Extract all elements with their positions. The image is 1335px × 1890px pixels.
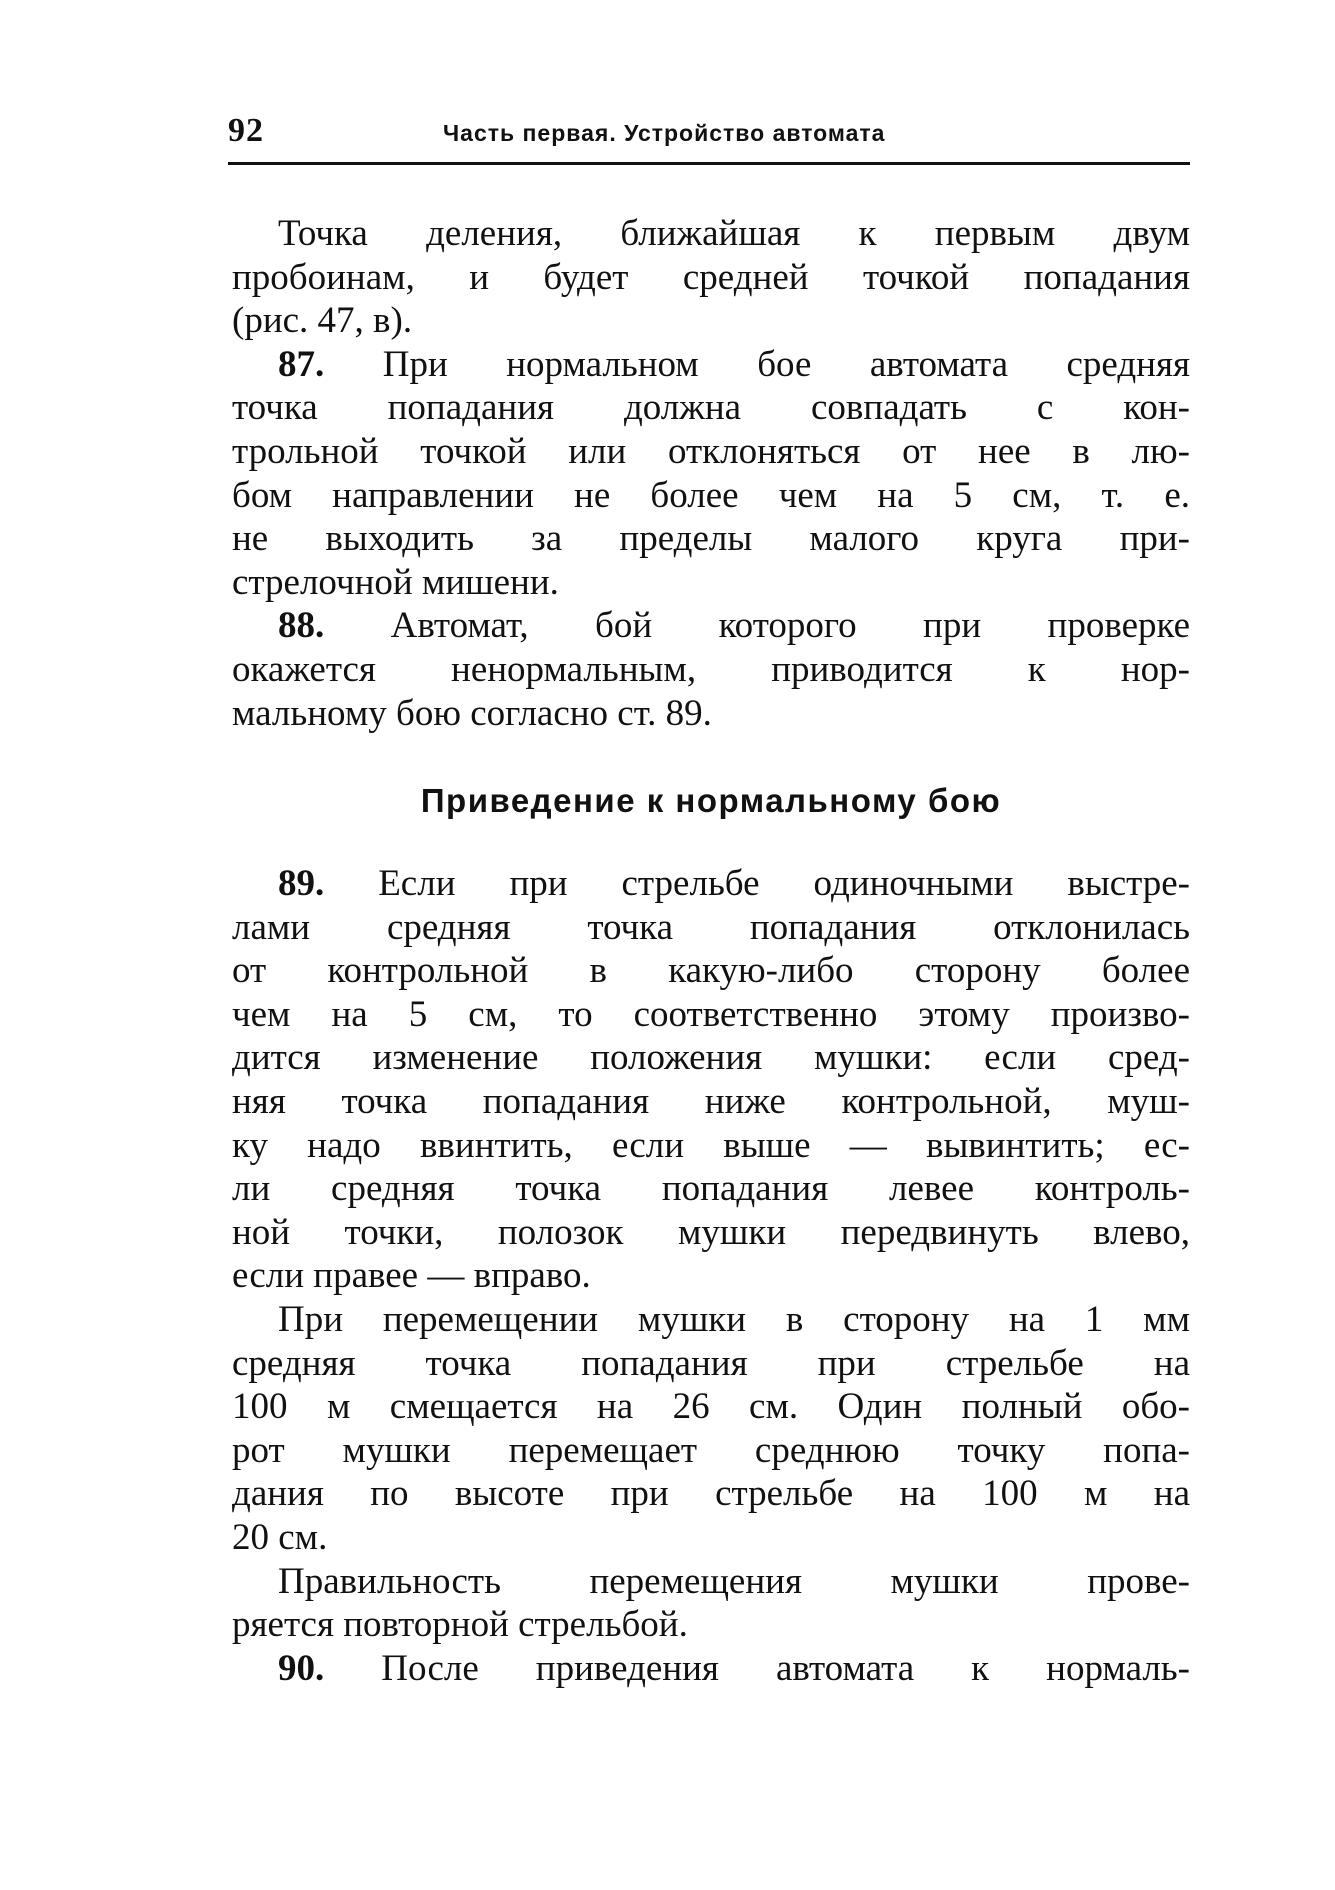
line-text: стрелочной мишени. [232, 561, 559, 603]
line-text: чем на 5 см, то соответственно этому произво- [232, 993, 1190, 1035]
section-heading: Приведение к нормальному бою [420, 782, 1002, 819]
text-line [232, 1080, 1190, 1124]
line-text: лами средняя точка попадания отклонилась [232, 906, 1190, 948]
line-text: ку надо ввинтить, если выше — вывинтить; ес- [232, 1124, 1190, 1166]
line-text: При нормальном бое автомата средняя [324, 343, 1190, 385]
text-line [232, 1603, 1190, 1647]
line-text: Точка деления, ближайшая к первым двум [278, 213, 1190, 254]
text-line [232, 1560, 1190, 1604]
running-title: Часть первая. Устройство автомата [443, 120, 886, 146]
text-line [232, 862, 1190, 906]
line-text: Автомат, бой которого при проверке [324, 605, 1190, 647]
line-text: ной точки, полозок мушки передвинуть влево, [232, 1211, 1190, 1253]
text-line [232, 1647, 1190, 1691]
text-line [232, 604, 1190, 648]
page-number: 92 [228, 112, 264, 149]
line-text: Правильность перемещения мушки прове- [278, 1560, 1190, 1602]
line-text: дится изменение положения мушки: если сред- [232, 1037, 1190, 1079]
paragraph-number: 87. [278, 343, 325, 385]
text-line [232, 1036, 1190, 1080]
text-line [232, 906, 1190, 950]
line-text: точка попадания должна совпадать с кон- [232, 387, 1190, 429]
text-line [232, 1516, 1190, 1560]
text-block-2 [232, 862, 1190, 1690]
header-rule [228, 162, 1190, 165]
text-block-1 [232, 212, 1190, 735]
line-text: няя точка попадания ниже контрольной, муш- [232, 1080, 1190, 1122]
paragraph-number: 89. [278, 863, 325, 904]
line-text: (рис. 47, в). [232, 300, 413, 342]
text-line [232, 561, 1190, 605]
text-line [232, 1124, 1190, 1168]
text-line [232, 1385, 1190, 1429]
line-text: рот мушки перемещает среднюю точку попа- [232, 1429, 1190, 1471]
text-line [232, 648, 1190, 692]
text-line [232, 299, 1190, 343]
running-head [228, 112, 1190, 160]
line-text: ряется повторной стрельбой. [232, 1604, 688, 1646]
text-line [232, 517, 1190, 561]
line-text: пробоинам, и будет средней точкой попадания [232, 256, 1190, 298]
text-line [232, 1254, 1190, 1298]
line-text: не выходить за пределы малого круга при- [232, 518, 1190, 560]
line-text: При перемещении мушки в сторону на 1 мм [278, 1298, 1190, 1340]
text-line [232, 474, 1190, 518]
text-line [232, 692, 1190, 736]
text-line [232, 993, 1190, 1037]
line-text: 100 м смещается на 26 см. Один полный обо- [232, 1386, 1190, 1428]
text-line [232, 1472, 1190, 1516]
line-text: мальному бою согласно ст. 89. [232, 692, 712, 734]
line-text: ли средняя точка попадания левее контроль- [232, 1168, 1190, 1210]
text-line [232, 343, 1190, 387]
line-text: 20 см. [232, 1516, 328, 1558]
text-line [232, 1167, 1190, 1211]
line-text: от контрольной в какую-либо сторону более [232, 950, 1190, 992]
line-text: трольной точкой или отклоняться от нее в лю- [232, 430, 1190, 472]
text-line [232, 430, 1190, 474]
line-text: После приведения автомата к нормаль- [324, 1647, 1190, 1689]
text-line [232, 212, 1190, 256]
line-text: окажется ненормальным, приводится к нор- [232, 648, 1190, 690]
line-text: дания по высоте при стрельбе на 100 м на [232, 1473, 1190, 1515]
line-text: бом направлении не более чем на 5 см, т. е. [232, 474, 1190, 516]
text-line [232, 1429, 1190, 1473]
line-text: Если при стрельбе одиночными выстре- [324, 863, 1190, 904]
text-line [232, 949, 1190, 993]
line-text: средняя точка попадания при стрельбе на [232, 1342, 1190, 1384]
paragraph-number: 90. [278, 1647, 325, 1689]
text-line [232, 1342, 1190, 1386]
text-line [232, 386, 1190, 430]
paragraph-number: 88. [278, 605, 325, 647]
line-text: если правее — вправо. [232, 1255, 591, 1297]
text-line [232, 1298, 1190, 1342]
text-line [232, 1211, 1190, 1255]
text-line [232, 256, 1190, 300]
